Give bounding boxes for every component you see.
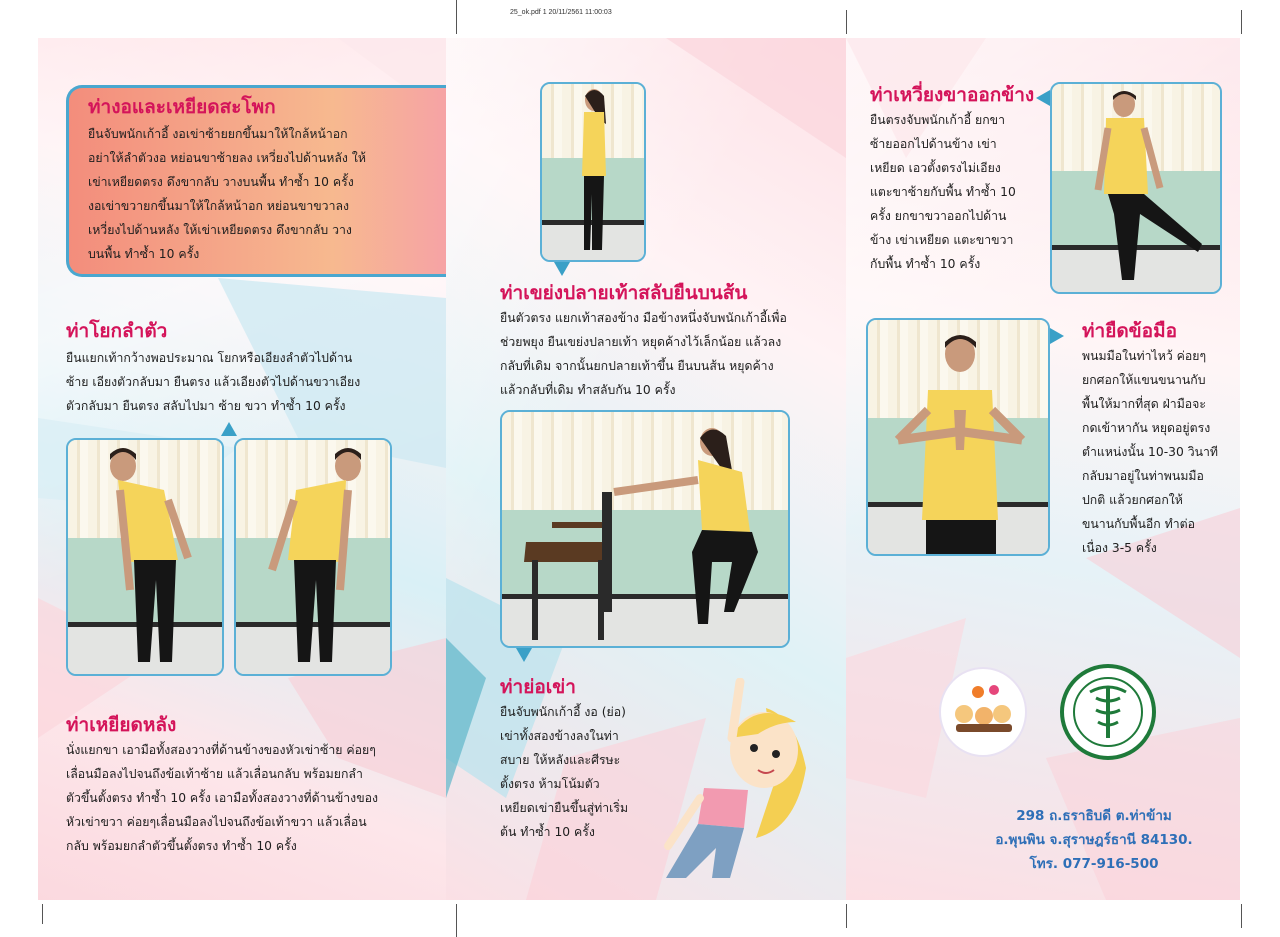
leg-swing-text: ยืนตรงจับพนักเก้าอี้ ยกขา ซ้ายออกไปด้านข้าง เข่า เหยียด เอวตั้งตรงไม่เอียง แตะขาซ้ายกับพื้น ทำซ้ำ 10 ครั้ง ยกขาขวาออกไปด้าน ข้าง เข่าเหยียด แตะขาขวา กับพื้น ทำซ้ำ 10 ครั้ง <box>870 113 1016 271</box>
wrist-stretch-photo <box>866 318 1050 556</box>
crop-mark <box>456 904 457 937</box>
phone-number: โทร. 077-916-500 <box>1029 856 1159 872</box>
woman-leaning-right-figure <box>236 440 392 676</box>
back-stretch-title: ท่าเหยียดหลัง <box>66 714 177 736</box>
ministry-of-public-health-logo <box>1060 664 1156 760</box>
heel-raise-photo <box>540 82 646 262</box>
squat-title: ท่าย่อเข่า <box>500 676 576 698</box>
wrist-stretch-text: พนมมือในท่าไหว้ ค่อยๆ ยกศอกให้แขนขนานกับ พื้นให้มากที่สุด ฝ่ามือจะ กดเข้าหากัน หยุดอยู่ตรง ตำแหน่งนั้น 10-30 วินาที กลับมาอยู่ในท่าพนมมือ ปกติ แล้วยกศอกให้ ขนานกับพื้นอีก ทำต่อ เนื่อง 3-5 ครั้ง <box>1082 349 1219 555</box>
woman-standing-figure <box>542 84 646 262</box>
address-block <box>934 804 1240 876</box>
heel-raise-title: ท่าเขย่งปลายเท้าสลับยืนบนส้น <box>500 282 748 304</box>
crop-mark <box>846 10 847 34</box>
squat-photo <box>500 410 790 648</box>
woman-leg-out-figure <box>1052 84 1222 294</box>
brochure-panel-right <box>846 38 1240 900</box>
squat-text: ยืนจับพนักเก้าอี้ งอ (ย่อ) เข่าทั้งสองข้างลงในท่า สบาย ให้หลังและศีรษะ ตั้งตรง ห้ามโน้มตัว เหยียดเข่ายืนขึ้นสู่ท่าเริ่ม ต้น ทำซ้ำ 10 ครั้ง <box>500 705 629 839</box>
address-line-1: 298 ถ.ธราธิบดี ต.ท่าข้าม <box>1016 808 1172 824</box>
crop-mark <box>1241 10 1242 34</box>
crop-mark <box>1241 904 1242 928</box>
leg-swing-title: ท่าเหวี่ยงขาออกข้าง <box>870 84 1035 106</box>
woman-leaning-left-figure <box>68 440 224 676</box>
side-bend-title: ท่าโยกลำตัว <box>66 320 168 342</box>
side-bend-text: ยืนแยกเท้ากว้างพอประมาณ โยกหรือเอียงลำตัวไปด้าน ซ้าย เอียงตัวกลับมา ยืนตรง แล้วเอียงตัวไปด้านขวาเอียง ตัวกลับมา ยืนตรง สลับไปมา ซ้าย ขวา ทำซ้ำ 10 ครั้ง <box>66 351 361 413</box>
woman-palms-together-figure <box>868 320 1050 556</box>
knee-hug-text: ยืนจับพนักเก้าอี้ งอเข่าซ้ายยกขึ้นมาให้ใกล้หน้าอก อย่าให้ลำตัวงอ หย่อนขาซ้ายลง เหวี่ยงไปด้านหลัง ให้ เข่าเหยียดตรง ดึงขากลับ วางบนพื้น ทำซ้ำ 10 ครั้ง งอเข่าขวายกขึ้นมาให้ใกล้หน้าอก หย่อนขาขวาลง เหวี่ยงไปด้านหลัง ให้เข่าเหยียดตรง ดึงขากลับ วาง บนพื้น ทำซ้ำ 10 ครั้ง <box>88 127 366 261</box>
crop-mark <box>456 0 457 34</box>
music-therapy-club-logo <box>938 666 1028 758</box>
crop-mark <box>846 904 847 928</box>
crop-mark <box>42 904 43 924</box>
side-bend-left-photo <box>66 438 224 676</box>
pointer-arrow <box>221 422 237 436</box>
leg-swing-photo <box>1050 82 1222 294</box>
woman-squatting-with-chair-figure <box>502 412 790 648</box>
back-stretch-text: นั่งแยกขา เอามือทั้งสองวางที่ด้านข้างของหัวเข่าซ้าย ค่อยๆ เลื่อนมือลงไปจนถึงข้อเท้าซ้าย แล้วเลื่อนกลับ พร้อมยกลำ ตัวขึ้นตั้งตรง ทำซ้ำ 10 ครั้ง เอามือทั้งสองวางที่ด้านข้างของ หัวเข่าขวา ค่อยๆเลื่อนมือลงไปจนถึงข้อเท้าขวา แล้วเลื่อน กลับ พร้อมยกลำตัวขึ้นตั้งตรง ทำซ้ำ 10 ครั้ง <box>66 743 378 853</box>
address-line-2: อ.พุนพิน จ.สุราษฎร์ธานี 84130. <box>995 832 1193 848</box>
pointer-arrow <box>554 262 570 276</box>
pointer-arrow <box>1036 90 1050 106</box>
print-header: 25_ok.pdf 1 20/11/2561 11:00:03 <box>510 9 612 16</box>
pointer-arrow <box>1050 328 1064 344</box>
cartoon-girl-stretching-illustration <box>646 678 846 878</box>
side-bend-right-photo <box>234 438 392 676</box>
knee-hug-title: ท่างอและเหยียดสะโพก <box>88 96 276 118</box>
wrist-stretch-title: ท่ายืดข้อมือ <box>1082 320 1177 342</box>
heel-raise-text: ยืนตัวตรง แยกเท้าสองข้าง มือข้างหนึ่งจับพนักเก้าอี้เพื่อ ช่วยพยุง ยืนเขย่งปลายเท้า หยุดค้างไว้เล็กน้อย แล้วลง กลับที่เดิม จากนั้นยกปลายเท้าขึ้น ยืนบนส้น หยุดค้าง แล้วกลับที่เดิม ทำสลับกัน 10 ครั้ง <box>500 311 787 397</box>
brochure-panel-middle <box>446 38 846 900</box>
pointer-arrow <box>516 648 532 662</box>
brochure-panel-left <box>38 38 446 900</box>
